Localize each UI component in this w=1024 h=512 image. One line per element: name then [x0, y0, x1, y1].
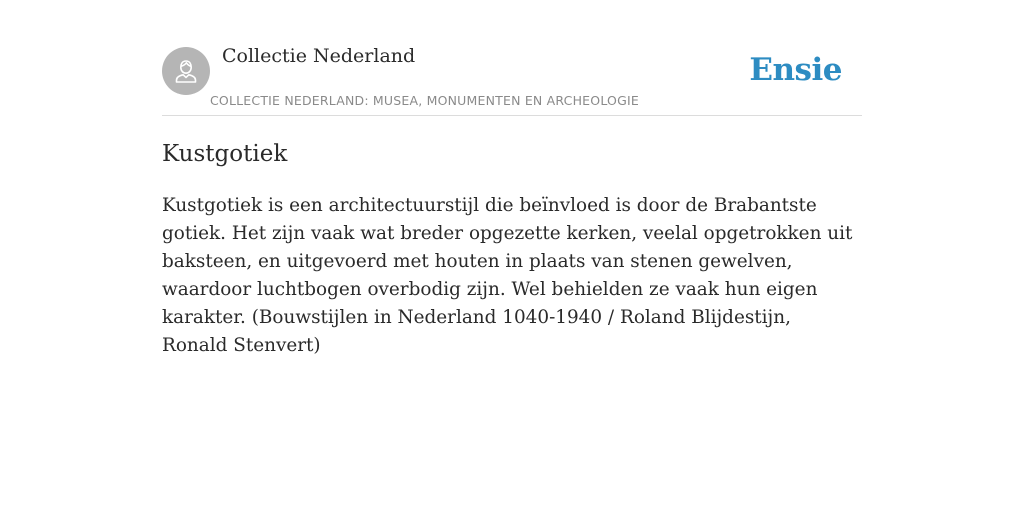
header-divider: [162, 115, 862, 116]
article-body: Kustgotiek is een architectuurstijl die beïnvloed is door de Brabantste gotiek. Het zijn vaak wat breder opgezette kerken, veelal opgetrokken uit baksteen, en uitgevoerd met houten in plaats van stenen gewelven, waardoor luchtbogen overbodig zijn. Wel behielden ze vaak hun eigen karakter. (Bouwstijlen in Nederland 1040-1940 / Roland Blijdestijn, Ronald Stenvert): [162, 195, 853, 356]
author-name[interactable]: Collectie Nederland: [222, 45, 416, 67]
article-title: Kustgotiek: [162, 141, 288, 167]
ensie-logo[interactable]: Ensie: [749, 52, 842, 88]
author-avatar[interactable]: [162, 47, 210, 95]
author-description: COLLECTIE NEDERLAND: MUSEA, MONUMENTEN EN ARCHEOLOGIE: [210, 93, 639, 108]
entry-card: [162, 0, 862, 512]
user-silhouette-icon: [171, 56, 201, 86]
